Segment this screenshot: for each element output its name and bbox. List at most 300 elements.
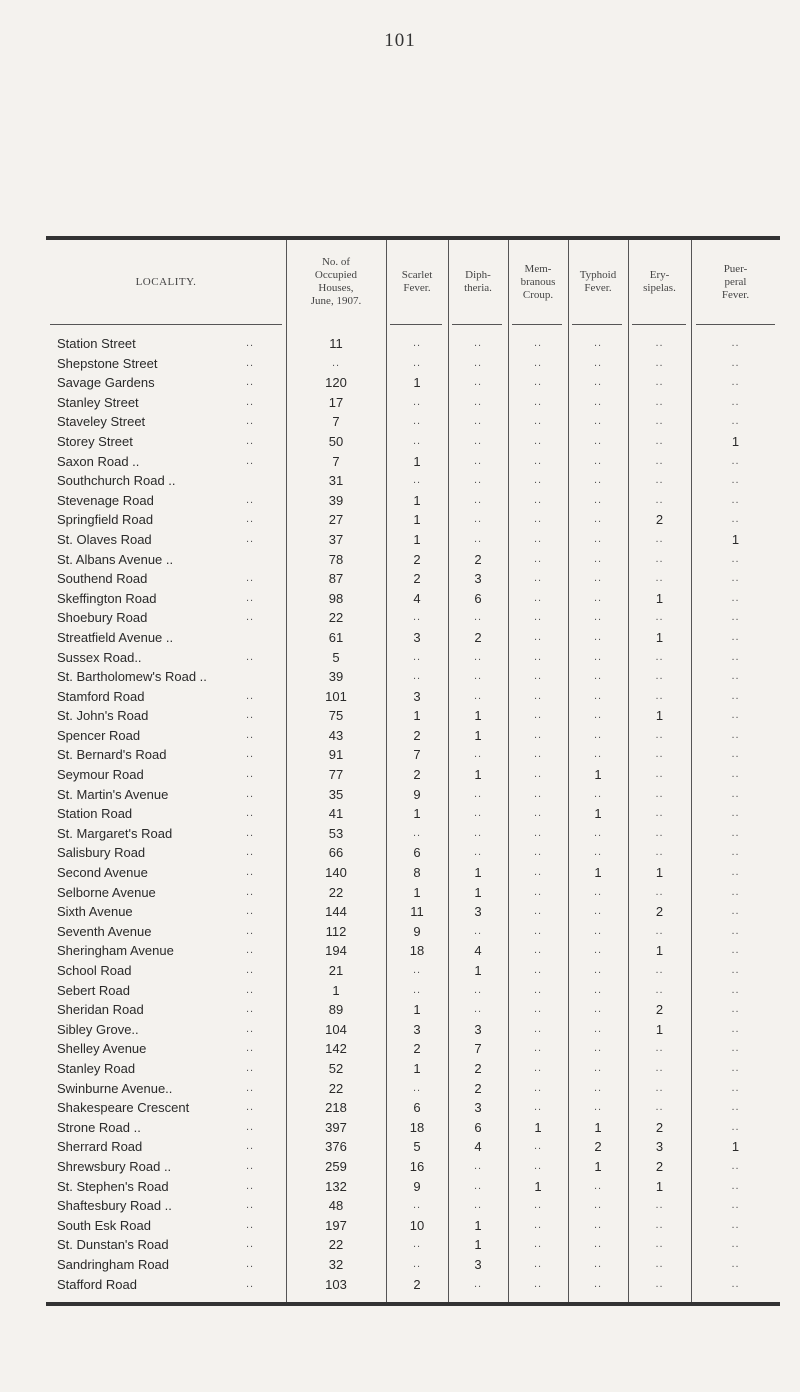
leader-dots: .. xyxy=(246,983,255,996)
erysipelas-count: .. xyxy=(655,689,664,702)
leader-dots: .. xyxy=(246,807,255,820)
typhoid-count: 2 xyxy=(594,1139,602,1155)
puerperal-count: 1 xyxy=(731,1139,740,1155)
leader-dots: .. xyxy=(246,1199,255,1212)
locality-name: St. Albans Avenue .. xyxy=(57,551,174,567)
diphtheria-count: 4 xyxy=(474,943,482,959)
table-row xyxy=(46,1216,780,1236)
leader-dots: .. xyxy=(246,689,255,702)
table-row xyxy=(46,393,780,413)
erysipelas-count: .. xyxy=(655,728,664,741)
typhoid-count: .. xyxy=(593,826,603,839)
typhoid-count: .. xyxy=(593,611,603,624)
leader-dots: .. xyxy=(246,1003,255,1016)
croup-count: .. xyxy=(533,532,543,545)
croup-count: .. xyxy=(533,866,543,879)
locality-name: Storey Street xyxy=(57,433,133,449)
typhoid-count: .. xyxy=(593,689,603,702)
diphtheria-count: .. xyxy=(473,826,483,839)
diphtheria-count: .. xyxy=(473,983,483,996)
header-scarlet-fever: Scarlet Fever. xyxy=(401,269,433,294)
puerperal-count: .. xyxy=(731,709,740,722)
erysipelas-count: .. xyxy=(655,1238,664,1251)
diphtheria-count: 2 xyxy=(474,551,482,567)
locality-name: St. Stephen's Road xyxy=(57,1178,169,1194)
diphtheria-count: 1 xyxy=(474,1237,482,1253)
diphtheria-count: .. xyxy=(473,493,483,506)
erysipelas-count: .. xyxy=(655,415,664,428)
typhoid-count: .. xyxy=(593,650,603,663)
locality-name: Staveley Street xyxy=(57,414,146,430)
locality-name: Sheridan Road xyxy=(57,1002,144,1018)
scarlet-fever-count: .. xyxy=(412,395,422,408)
puerperal-count: .. xyxy=(731,1199,740,1212)
locality-name: Salisbury Road xyxy=(57,845,146,861)
houses-count: 7 xyxy=(332,453,340,469)
locality-name: Second Avenue xyxy=(57,865,148,881)
erysipelas-count: .. xyxy=(655,474,664,487)
croup-count: .. xyxy=(533,337,543,349)
puerperal-count: .. xyxy=(731,1101,740,1114)
leader-dots: .. xyxy=(246,1081,255,1094)
houses-count: 194 xyxy=(325,943,347,959)
erysipelas-count: 1 xyxy=(655,1021,664,1037)
locality-name: Shakespeare Crescent xyxy=(57,1100,190,1116)
croup-count: .. xyxy=(533,395,543,408)
scarlet-fever-count: 2 xyxy=(413,551,421,567)
houses-count: 91 xyxy=(328,747,344,763)
typhoid-count: .. xyxy=(593,1101,603,1114)
header-diphtheria: Diph- theria. xyxy=(464,269,492,294)
table-row xyxy=(46,471,780,491)
typhoid-count: .. xyxy=(593,728,603,741)
puerperal-count: .. xyxy=(731,415,740,428)
diphtheria-count: .. xyxy=(473,513,483,526)
croup-count: .. xyxy=(533,1081,543,1094)
locality-name: School Road xyxy=(57,963,132,978)
scarlet-fever-count: 2 xyxy=(413,571,421,587)
houses-count: 75 xyxy=(328,708,344,724)
croup-count: .. xyxy=(533,905,543,918)
table-row xyxy=(46,1098,780,1118)
table-row xyxy=(46,608,780,628)
diphtheria-count: .. xyxy=(473,611,483,624)
page-number: 101 xyxy=(384,30,416,51)
croup-count: .. xyxy=(533,964,543,976)
diphtheria-count: .. xyxy=(473,434,483,447)
diphtheria-count: .. xyxy=(473,650,483,663)
scarlet-fever-count: 9 xyxy=(413,923,421,939)
locality-name: Streatfield Avenue .. xyxy=(57,629,174,645)
houses-count: 376 xyxy=(325,1139,347,1155)
croup-count: .. xyxy=(533,493,543,506)
scarlet-fever-count: .. xyxy=(412,337,422,349)
table-row xyxy=(46,824,780,844)
diphtheria-count: 3 xyxy=(474,571,482,587)
houses-count: 140 xyxy=(325,865,347,881)
erysipelas-count: 2 xyxy=(655,904,664,920)
leader-dots: .. xyxy=(246,1277,255,1290)
erysipelas-count: .. xyxy=(655,395,664,408)
scarlet-fever-count: 1 xyxy=(413,512,421,528)
locality-name: Sandringham Road xyxy=(57,1256,170,1272)
diphtheria-count: 2 xyxy=(474,629,482,645)
typhoid-count: 1 xyxy=(594,865,602,881)
scarlet-fever-count: 9 xyxy=(413,1178,421,1194)
diphtheria-count: .. xyxy=(473,670,483,683)
scarlet-fever-count: 8 xyxy=(413,865,421,881)
scarlet-fever-count: 10 xyxy=(409,1217,425,1233)
leader-dots: .. xyxy=(246,1140,255,1153)
houses-count: 22 xyxy=(328,1080,344,1096)
table-row xyxy=(46,452,780,472)
leader-dots: .. xyxy=(246,1159,255,1172)
diphtheria-count: .. xyxy=(473,1159,483,1172)
table-row xyxy=(46,412,780,432)
puerperal-count: .. xyxy=(731,1061,740,1074)
houses-count: 22 xyxy=(328,610,344,626)
puerperal-count: .. xyxy=(731,337,740,349)
locality-name: Savage Gardens xyxy=(57,375,155,391)
erysipelas-count: .. xyxy=(655,1199,664,1212)
table-row xyxy=(46,804,780,824)
table-row xyxy=(46,941,780,961)
header-locality: LOCALITY. xyxy=(135,275,197,288)
scarlet-fever-count: 1 xyxy=(413,531,421,547)
typhoid-count: .. xyxy=(593,670,603,683)
erysipelas-count: .. xyxy=(655,650,664,663)
table-row xyxy=(46,1118,780,1138)
scarlet-fever-count: 5 xyxy=(413,1139,421,1155)
erysipelas-count: .. xyxy=(655,1257,664,1270)
table-row xyxy=(46,1235,780,1255)
table-row xyxy=(46,785,780,805)
diphtheria-count: .. xyxy=(473,1003,483,1016)
diphtheria-count: .. xyxy=(473,1277,483,1290)
locality-name: Spencer Road xyxy=(57,727,141,743)
table-row xyxy=(46,1039,780,1059)
croup-count: .. xyxy=(533,1042,543,1055)
houses-count: 50 xyxy=(328,433,344,449)
scarlet-fever-count: .. xyxy=(412,434,422,447)
puerperal-count: .. xyxy=(731,493,740,506)
table-row xyxy=(46,1255,780,1275)
diphtheria-count: 3 xyxy=(474,1021,482,1037)
scarlet-fever-count: 2 xyxy=(413,767,421,783)
typhoid-count: .. xyxy=(593,552,603,565)
croup-count: .. xyxy=(533,709,543,722)
erysipelas-count: 1 xyxy=(655,943,664,959)
scarlet-fever-count: 1 xyxy=(413,492,421,508)
locality-name: Seymour Road xyxy=(57,767,144,783)
houses-count: 1 xyxy=(332,982,340,998)
houses-count: 27 xyxy=(328,512,344,528)
leader-dots: .. xyxy=(246,866,255,879)
scarlet-fever-count: 1 xyxy=(413,884,421,900)
erysipelas-count: 1 xyxy=(655,865,664,881)
diphtheria-count: .. xyxy=(473,337,483,349)
typhoid-count: .. xyxy=(593,1257,603,1270)
erysipelas-count: 1 xyxy=(655,590,664,606)
diphtheria-count: 4 xyxy=(474,1139,482,1155)
diphtheria-count: 1 xyxy=(474,884,482,900)
typhoid-count: .. xyxy=(593,787,603,800)
leader-dots: .. xyxy=(246,513,255,526)
puerperal-count: .. xyxy=(731,885,740,898)
puerperal-count: .. xyxy=(731,630,740,643)
erysipelas-count: .. xyxy=(655,885,664,898)
table-row xyxy=(46,1275,780,1295)
croup-count: 1 xyxy=(534,1178,542,1194)
croup-count: .. xyxy=(533,591,543,604)
locality-name: Stanley Road xyxy=(57,1060,136,1076)
puerperal-count: .. xyxy=(731,513,740,526)
locality-name: South Esk Road xyxy=(57,1217,151,1233)
scarlet-fever-count: .. xyxy=(412,1257,422,1270)
scarlet-fever-count: 3 xyxy=(413,688,421,704)
croup-count: .. xyxy=(533,885,543,898)
puerperal-count: .. xyxy=(731,1277,740,1290)
puerperal-count: .. xyxy=(731,866,740,879)
croup-count: .. xyxy=(533,611,543,624)
houses-count: 78 xyxy=(328,551,344,567)
erysipelas-count: .. xyxy=(655,552,664,565)
diphtheria-count: .. xyxy=(473,748,483,761)
leader-dots: .. xyxy=(246,787,255,800)
table-row xyxy=(46,569,780,589)
erysipelas-count: .. xyxy=(655,1042,664,1055)
typhoid-count: .. xyxy=(593,905,603,918)
diphtheria-count: .. xyxy=(473,532,483,545)
puerperal-count: .. xyxy=(731,1159,740,1172)
table-row xyxy=(46,922,780,942)
erysipelas-count: .. xyxy=(655,787,664,800)
croup-count: .. xyxy=(533,748,543,761)
locality-name: Shoebury Road xyxy=(57,610,148,626)
puerperal-count: .. xyxy=(731,1179,740,1192)
scarlet-fever-count: 3 xyxy=(413,1021,421,1037)
typhoid-count: .. xyxy=(593,532,603,545)
erysipelas-count: .. xyxy=(655,924,664,937)
leader-dots: .. xyxy=(246,532,255,545)
erysipelas-count: .. xyxy=(655,1101,664,1114)
croup-count: .. xyxy=(533,434,543,447)
houses-count: 77 xyxy=(328,767,344,783)
table-row xyxy=(46,648,780,668)
diphtheria-count: .. xyxy=(473,807,483,820)
houses-count: 218 xyxy=(325,1100,347,1116)
leader-dots: .. xyxy=(246,415,255,428)
croup-count: .. xyxy=(533,1061,543,1074)
locality-name: St. Bartholomew's Road .. xyxy=(57,669,207,685)
puerperal-count: .. xyxy=(731,395,740,408)
leader-dots: .. xyxy=(246,356,255,369)
typhoid-count: .. xyxy=(593,885,603,898)
croup-count: .. xyxy=(533,1022,543,1035)
diphtheria-count: 3 xyxy=(474,904,482,920)
scarlet-fever-count: .. xyxy=(412,650,422,663)
scarlet-fever-count: 7 xyxy=(413,747,421,763)
locality-name: Stevenage Road xyxy=(57,492,154,508)
erysipelas-count: .. xyxy=(655,337,664,349)
locality-name: Selborne Avenue xyxy=(57,884,156,900)
diphtheria-count: 1 xyxy=(474,1217,482,1233)
typhoid-count: .. xyxy=(593,709,603,722)
typhoid-count: .. xyxy=(593,395,603,408)
croup-count: .. xyxy=(533,807,543,820)
diphtheria-count: .. xyxy=(473,689,483,702)
header-underline xyxy=(512,324,562,325)
erysipelas-count: .. xyxy=(655,846,664,859)
scarlet-fever-count: 1 xyxy=(413,806,421,822)
typhoid-count: .. xyxy=(593,924,603,937)
leader-dots: .. xyxy=(246,1179,255,1192)
locality-name: St. Margaret's Road xyxy=(57,825,173,841)
typhoid-count: .. xyxy=(593,493,603,506)
puerperal-count: .. xyxy=(731,983,740,996)
erysipelas-count: .. xyxy=(655,356,664,369)
scarlet-fever-count: 1 xyxy=(413,1060,421,1076)
locality-name: St. Dunstan's Road xyxy=(57,1237,169,1253)
houses-count: 43 xyxy=(328,727,344,743)
leader-dots: .. xyxy=(246,846,255,859)
table-row xyxy=(46,726,780,746)
houses-count: 35 xyxy=(328,786,344,802)
houses-count: 104 xyxy=(325,1021,347,1037)
locality-name: Shepstone Street xyxy=(57,355,158,371)
typhoid-count: .. xyxy=(593,1277,603,1290)
puerperal-count: .. xyxy=(731,670,740,683)
croup-count: .. xyxy=(533,376,543,389)
locality-name: Sheringham Avenue xyxy=(57,943,174,959)
houses-count: 53 xyxy=(328,825,344,841)
erysipelas-count: 1 xyxy=(655,708,664,724)
houses-count: 41 xyxy=(328,806,344,822)
leader-dots: .. xyxy=(246,337,255,349)
typhoid-count: 1 xyxy=(594,1119,602,1135)
houses-count: 32 xyxy=(328,1256,344,1272)
typhoid-count: .. xyxy=(593,1061,603,1074)
puerperal-count: .. xyxy=(731,1218,740,1231)
diphtheria-count: 7 xyxy=(474,1041,482,1057)
diphtheria-count: 1 xyxy=(474,963,482,978)
houses-count: 103 xyxy=(325,1276,347,1292)
leader-dots: .. xyxy=(246,1061,255,1074)
locality-name: Sebert Road xyxy=(57,982,130,998)
puerperal-count: .. xyxy=(731,1003,740,1016)
erysipelas-count: 2 xyxy=(655,1119,664,1135)
houses-count: 11 xyxy=(329,336,343,351)
houses-count: 22 xyxy=(328,884,344,900)
scarlet-fever-count: 9 xyxy=(413,786,421,802)
puerperal-count: .. xyxy=(731,376,740,389)
typhoid-count: .. xyxy=(593,983,603,996)
leader-dots: .. xyxy=(246,611,255,624)
header-underline xyxy=(452,324,502,325)
table-row xyxy=(46,1079,780,1099)
houses-count: 5 xyxy=(332,649,340,665)
houses-count: 17 xyxy=(328,394,344,410)
scarlet-fever-count: .. xyxy=(412,983,422,996)
houses-count: 142 xyxy=(325,1041,347,1057)
leader-dots: .. xyxy=(246,748,255,761)
puerperal-count: .. xyxy=(731,689,740,702)
table-body xyxy=(46,334,780,1294)
locality-name: Station Street xyxy=(57,336,136,351)
locality-name: Skeffington Road xyxy=(57,590,157,606)
typhoid-count: .. xyxy=(593,1199,603,1212)
houses-count: 397 xyxy=(325,1119,347,1135)
typhoid-count: .. xyxy=(593,846,603,859)
leader-dots: .. xyxy=(246,572,255,585)
diphtheria-count: 6 xyxy=(474,590,482,606)
table-row xyxy=(46,765,780,785)
houses-count: 66 xyxy=(328,845,344,861)
erysipelas-count: .. xyxy=(655,826,664,839)
typhoid-count: .. xyxy=(593,513,603,526)
erysipelas-count: .. xyxy=(655,748,664,761)
locality-name: Saxon Road .. xyxy=(57,453,140,469)
erysipelas-count: 1 xyxy=(655,1178,664,1194)
leader-dots: .. xyxy=(246,1022,255,1035)
table-row xyxy=(46,1000,780,1020)
scarlet-fever-count: 6 xyxy=(413,845,421,861)
leader-dots: .. xyxy=(246,434,255,447)
table-row xyxy=(46,334,780,354)
houses-count: 197 xyxy=(325,1217,347,1233)
typhoid-count: 1 xyxy=(594,767,602,783)
croup-count: .. xyxy=(533,1277,543,1290)
houses-count: 31 xyxy=(328,473,344,489)
scarlet-fever-count: .. xyxy=(412,415,422,428)
erysipelas-count: .. xyxy=(655,493,664,506)
croup-count: .. xyxy=(533,826,543,839)
typhoid-count: .. xyxy=(593,376,603,389)
puerperal-count: .. xyxy=(731,454,740,467)
croup-count: .. xyxy=(533,1159,543,1172)
puerperal-count: .. xyxy=(731,1257,740,1270)
croup-count: .. xyxy=(533,983,543,996)
erysipelas-count: .. xyxy=(655,670,664,683)
croup-count: .. xyxy=(533,689,543,702)
puerperal-count: .. xyxy=(731,768,740,781)
table-row xyxy=(46,902,780,922)
header-membranous-croup: Mem- branous Croup. xyxy=(520,262,556,301)
locality-name: Southchurch Road .. xyxy=(57,473,176,489)
erysipelas-count: .. xyxy=(655,454,664,467)
locality-name: St. John's Road xyxy=(57,708,149,724)
table-row xyxy=(46,981,780,1001)
scarlet-fever-count: .. xyxy=(412,474,422,487)
leader-dots: .. xyxy=(246,885,255,898)
table-row xyxy=(46,667,780,687)
diphtheria-count: 3 xyxy=(474,1100,482,1116)
table-row xyxy=(46,1059,780,1079)
typhoid-count: .. xyxy=(593,630,603,643)
diphtheria-count: .. xyxy=(473,415,483,428)
puerperal-count: .. xyxy=(731,611,740,624)
puerperal-count: .. xyxy=(731,591,740,604)
houses-count: 89 xyxy=(328,1002,344,1018)
diphtheria-count: .. xyxy=(473,356,483,369)
diphtheria-count: .. xyxy=(473,924,483,937)
table-row xyxy=(46,1196,780,1216)
diphtheria-count: 1 xyxy=(474,727,482,743)
leader-dots: .. xyxy=(246,1120,255,1133)
erysipelas-count: 3 xyxy=(655,1139,664,1155)
erysipelas-count: 2 xyxy=(655,512,664,528)
scarlet-fever-count: 4 xyxy=(413,590,421,606)
